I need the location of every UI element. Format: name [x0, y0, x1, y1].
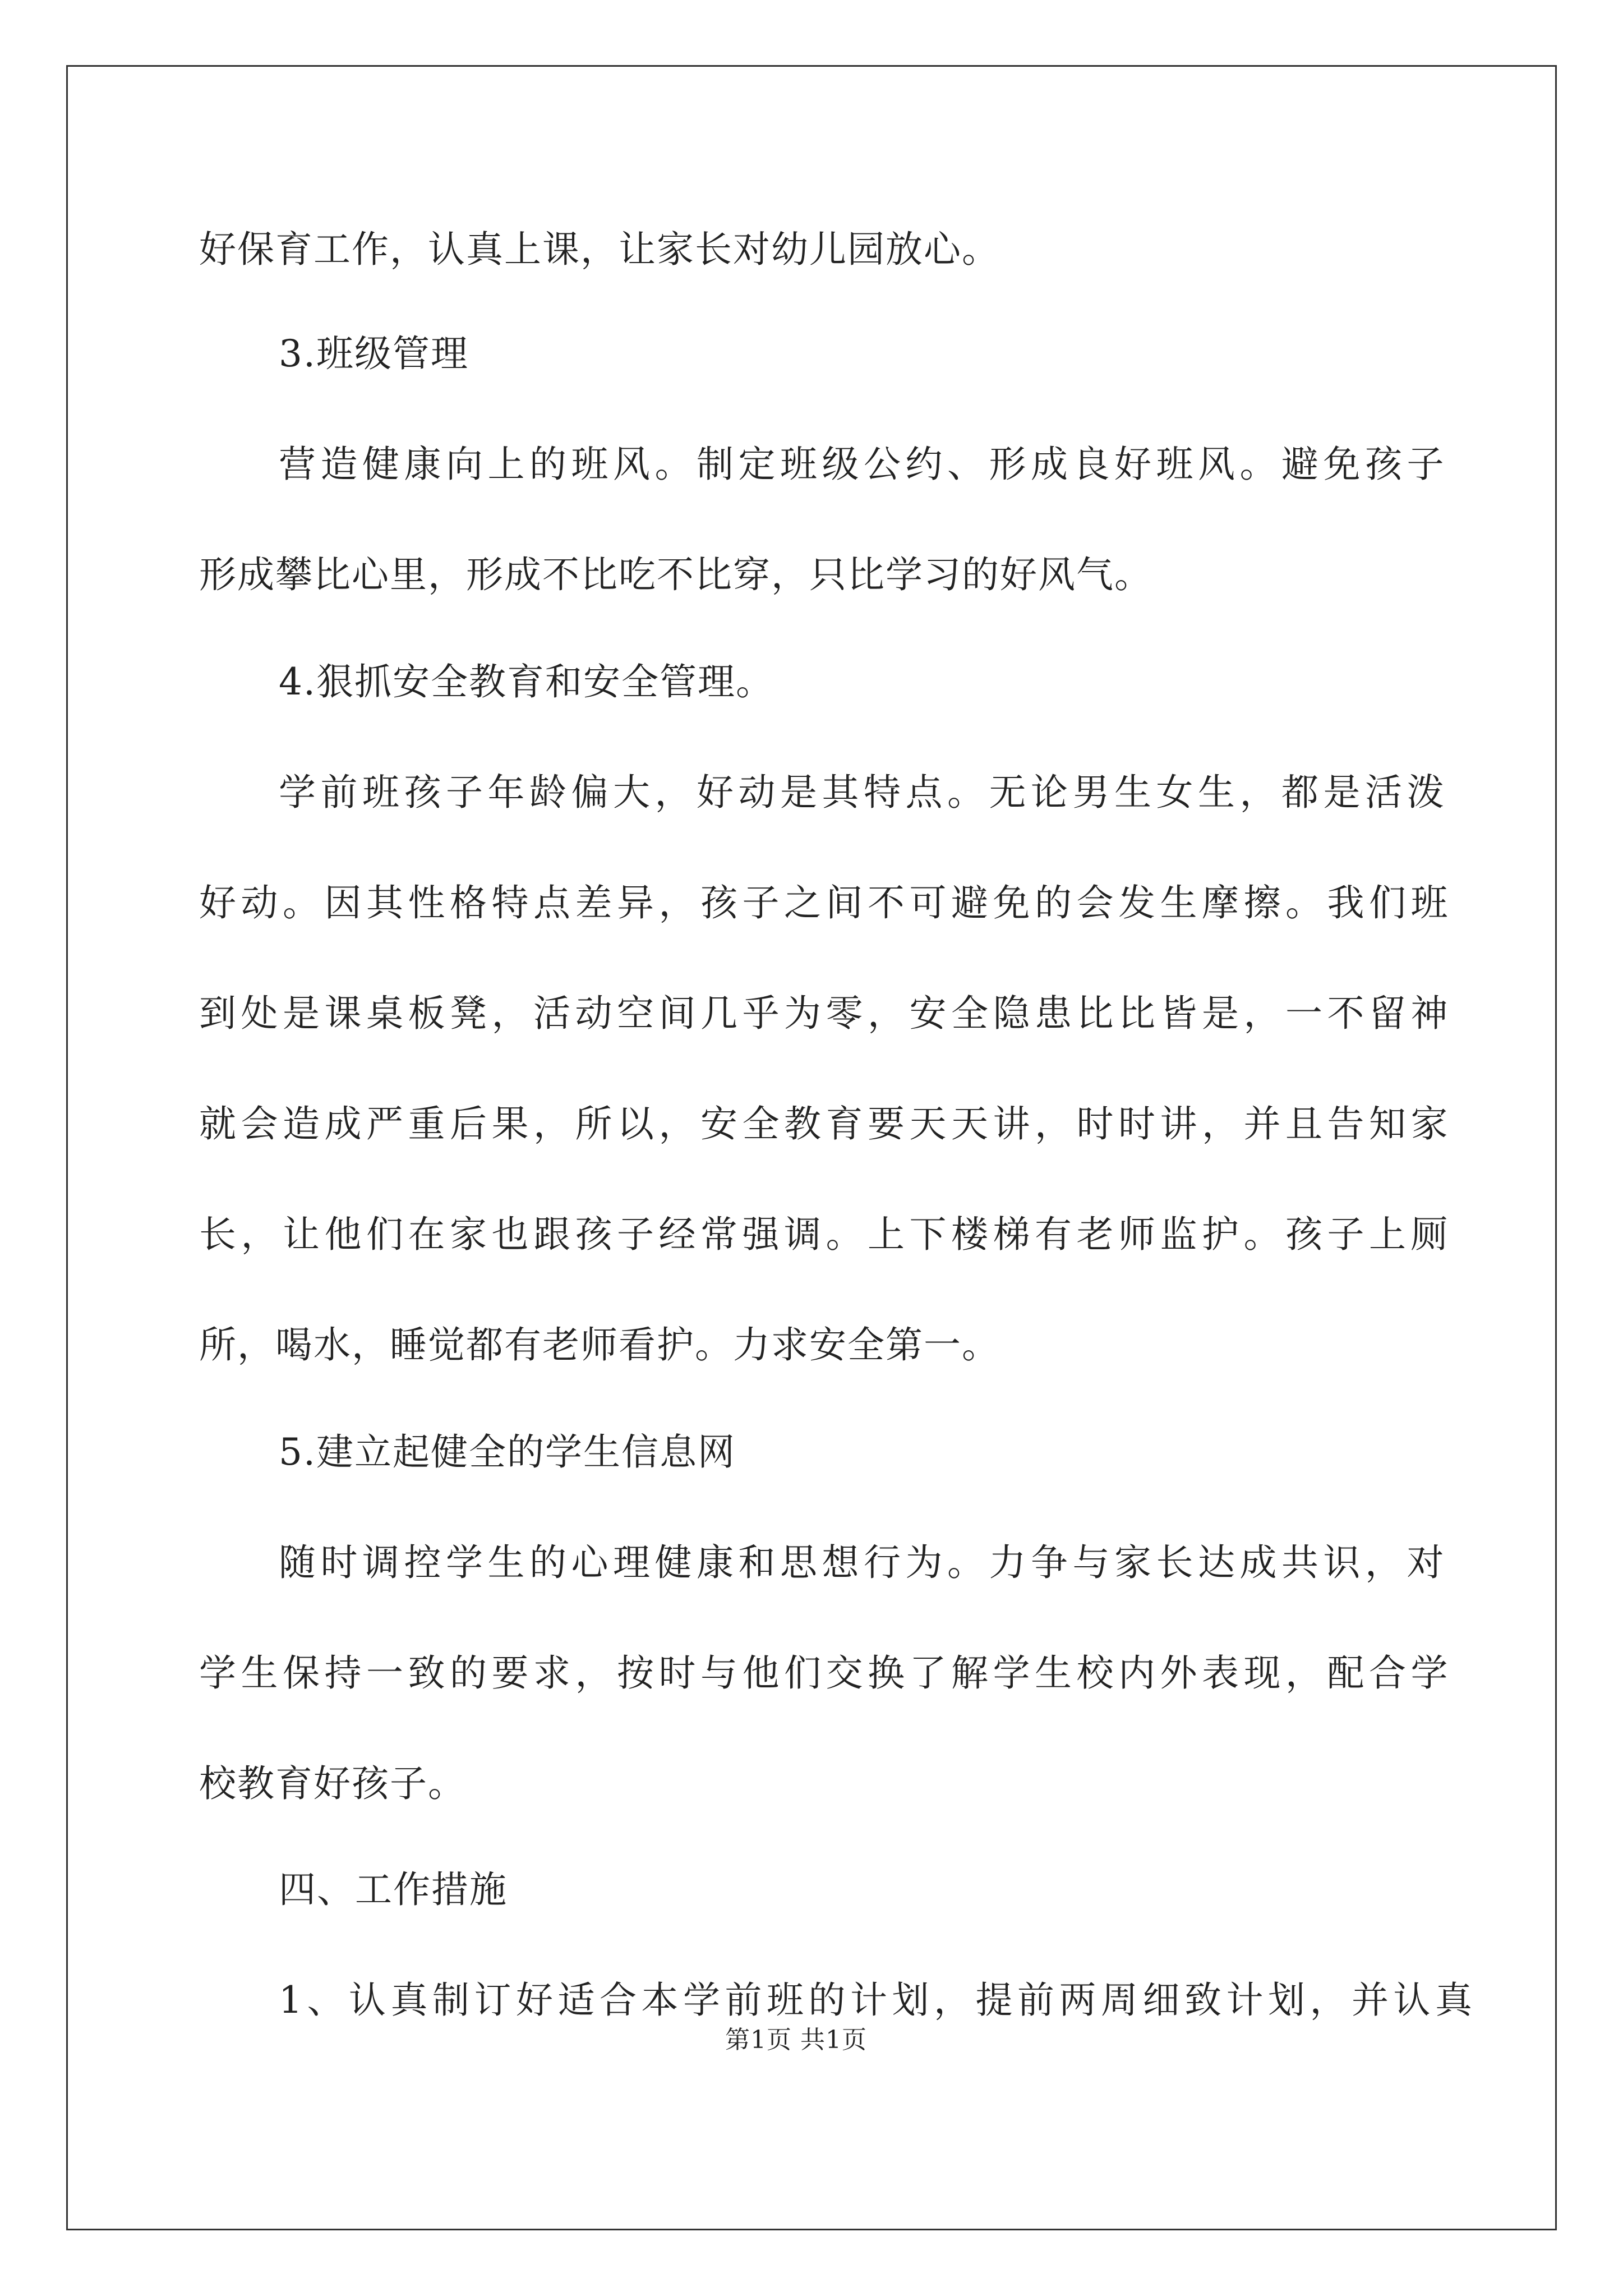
heading-work-measures: 四、工作措施: [279, 1868, 508, 1911]
page-footer: 第1页 共1页: [725, 2026, 867, 2054]
text-line-15: 校教育好孩子。: [199, 1762, 466, 1805]
text-line-10: 长，让他们在家也跟孩子经常强调。上下楼梯有老师监护。孩子上厕: [199, 1213, 1453, 1256]
text-line-4: 形成攀比心里，形成不比吃不比穿，只比学习的好风气。: [199, 553, 1152, 596]
text-line-11: 所，喝水，睡觉都有老师看护。力求安全第一。: [199, 1323, 1000, 1366]
heading-safety: 4.狠抓安全教育和安全管理。: [279, 660, 774, 703]
heading-class-management: 3.班级管理: [279, 332, 469, 375]
text-line-17: 1、认真制订好适合本学前班的计划，提前两周细致计划，并认真: [279, 1978, 1477, 2022]
heading-info-network: 5.建立起健全的学生信息网: [279, 1430, 736, 1474]
text-line-13: 随时调控学生的心理健康和思想行为。力争与家长达成共识，对: [279, 1541, 1449, 1584]
text-line-8: 到处是课桌板凳，活动空间几乎为零，安全隐患比比皆是，一不留神: [199, 992, 1453, 1035]
text-line-9: 就会造成严重后果，所以，安全教育要天天讲，时时讲，并且告知家: [199, 1102, 1453, 1145]
text-line-6: 学前班孩子年龄偏大，好动是其特点。无论男生女生，都是活泼: [279, 771, 1449, 814]
text-line-3: 营造健康向上的班风。制定班级公约、形成良好班风。避免孩子: [279, 443, 1449, 486]
text-line-1: 好保育工作，认真上课，让家长对幼儿园放心。: [199, 228, 1000, 271]
text-line-7: 好动。因其性格特点差异，孩子之间不可避免的会发生摩擦。我们班: [199, 881, 1453, 924]
text-line-14: 学生保持一致的要求，按时与他们交换了解学生校内外表现，配合学: [199, 1651, 1453, 1695]
